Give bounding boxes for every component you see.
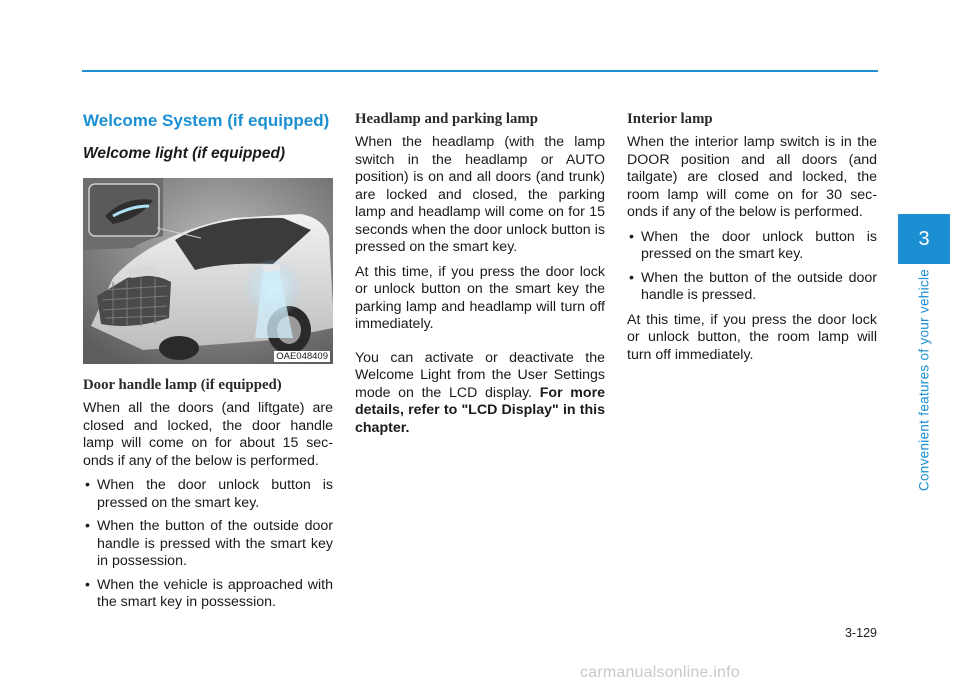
interior-lamp-para-2: At this time, if you press the door lock or unlock button, the room lamp will turn off immediately. <box>627 311 877 363</box>
headlamp-para-1: When the headlamp (with the lamp switch in the headlamp or AUTO position) is on and all doors (and trunk) are locked and closed, the parking lamp and headlamp will come on for 15 seconds when the door unlock button is pressed on the smart key. <box>355 134 605 255</box>
list-item: • When the vehicle is approached with the smart key in possession. <box>83 577 333 612</box>
headlamp-para-3-text: You can activate or deactivate the Welcome Light from the User Settings mode on the LCD display. <box>355 349 605 401</box>
door-handle-list <box>83 477 333 612</box>
car-drawing <box>83 178 333 364</box>
right-column <box>627 110 877 371</box>
subtitle: Welcome light (if equipped) <box>83 145 286 162</box>
chapter-title-vertical: Convenient features of your vehicle <box>916 268 932 492</box>
figure-code: OAE048409 <box>276 351 328 362</box>
list-item: • When the door unlock button is pressed on the smart key. <box>83 477 333 512</box>
headlamp-heading: Headlamp and parking lamp <box>355 111 538 127</box>
middle-column <box>355 110 605 437</box>
car-illustration <box>83 178 333 364</box>
list-item: • When the button of the outside door handle is pressed with the smart key in possession. <box>83 518 333 571</box>
list-item: • When the button of the outside door handle is pressed. <box>627 270 877 305</box>
reference-note: For more details, refer to "LCD Display" in this chapter. <box>355 384 605 436</box>
headlamp-para-2: At this time, if you press the door lock or unlock button on the smart key the parking lamp and headlamp will turn off immediately. <box>355 263 605 332</box>
left-column <box>83 110 333 619</box>
interior-lamp-list <box>627 229 877 305</box>
interior-lamp-para-1: When the interior lamp switch is in the DOOR position and all doors (and tailgate) are closed and locked, the room lamp will come on for 30 sec- onds if any of the below is performed. <box>627 134 877 220</box>
list-item: • When the door unlock button is pressed on the smart key. <box>627 229 877 264</box>
chapter-number-tab: 3 <box>898 214 950 264</box>
interior-lamp-heading: Interior lamp <box>627 111 713 127</box>
header-rule <box>82 70 878 72</box>
watermark: carmanualsonline.info <box>580 664 740 681</box>
page-number: 3-129 <box>845 626 877 640</box>
door-handle-text: When all the doors (and liftgate) are closed and locked, the door handle lamp will come on for about 15 sec- onds if any of the below is performed. <box>83 400 333 469</box>
door-handle-heading: Door handle lamp (if equipped) <box>83 377 282 393</box>
headlamp-para-3 <box>355 350 605 438</box>
section-title: Welcome System (if equipped) <box>83 111 330 130</box>
